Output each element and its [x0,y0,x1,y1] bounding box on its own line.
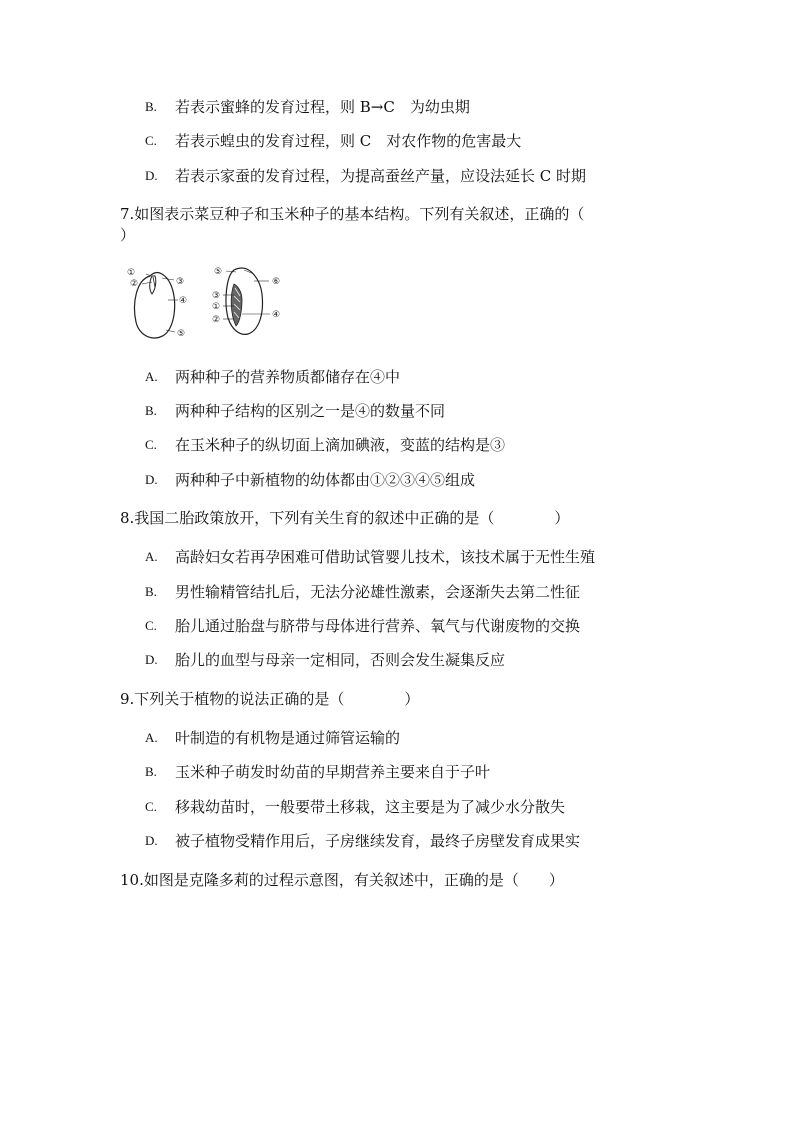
option-letter: A. [145,730,158,745]
question-text: 8.我国二胎政策放开，下列有关生育的叙述中正确的是（ ） [120,509,570,527]
corn-label-5: ⑤ [214,267,223,277]
q9-option-d [0,831,794,851]
option-text: 两种种子结构的区别之一是④的数量不同 [175,402,446,420]
question-text: 9.下列关于植物的说法正确的是（ ） [120,690,420,708]
option-text: 两种种子的营养物质都储存在④中 [175,368,401,386]
option-text: 若表示蜜蜂的发育过程，则 B→C 为幼虫期 [175,98,470,116]
corn-label-2: ② [212,315,221,325]
q8-option-d [0,650,794,670]
option-text: 胎儿通过胎盘与脐带与母体进行营养、氧气与代谢废物的交换 [175,617,581,635]
seed-structure-figure [122,262,292,350]
corn-label-6: ⑥ [272,277,281,287]
option-letter: B. [145,764,157,779]
q7-option-a [0,367,794,387]
option-letter: C. [145,799,157,814]
q8-stem [0,508,794,528]
option-text: 被子植物受精作用后，子房继续发育，最终子房壁发育成果实 [175,832,581,850]
question-text: 10.如图是克隆多莉的过程示意图，有关叙述中，正确的是（ ） [120,871,564,889]
option-letter: B. [145,99,157,114]
question-text: ） [120,226,136,244]
option-letter: B. [145,584,157,599]
option-letter: C. [145,133,157,148]
option-text: 移栽幼苗时，一般要带土移栽，这主要是为了减少水分散失 [175,798,566,816]
q7-stem-cont [0,225,794,245]
option-text: 高龄妇女若再孕困难可借助试管婴儿技术，该技术属于无性生殖 [175,548,596,566]
option-letter: A. [145,549,158,564]
option-d-row [0,166,794,186]
q10-stem [0,870,794,890]
option-text: 若表示家蚕的发育过程，为提高蚕丝产量，应设法延长 C 时期 [175,167,587,185]
q9-option-a [0,728,794,748]
option-letter: D. [145,472,158,487]
corn-label-3: ③ [212,291,221,301]
bean-label-4: ④ [179,296,188,306]
q8-option-c [0,616,794,636]
option-text: 叶制造的有机物是通过筛管运输的 [175,729,401,747]
q8-option-a [0,547,794,567]
option-letter: A. [145,369,158,384]
option-text: 玉米种子萌发时幼苗的早期营养主要来自于子叶 [175,763,491,781]
option-letter: D. [145,168,158,183]
bean-label-5: ⑤ [177,329,186,339]
option-text: 男性输精管结扎后，无法分泌雄性激素，会逐渐失去第二性征 [175,583,581,601]
corn-label-1: ① [212,302,221,312]
q7-option-c [0,435,794,455]
corn-seed [212,267,280,334]
option-text: 在玉米种子的纵切面上滴加碘液，变蓝的结构是③ [175,436,506,454]
q9-option-b [0,762,794,782]
question-text: 7.如图表示菜豆种子和玉米种子的基本结构。下列有关叙述，正确的（ [120,205,585,223]
bean-label-3: ③ [176,277,185,287]
seed-diagram [122,262,292,350]
q7-option-d [0,470,794,490]
option-text: 两种种子中新植物的幼体都由①②③④⑤组成 [175,471,476,489]
option-letter: C. [145,437,157,452]
q7-stem [0,204,794,224]
option-text: 胎儿的血型与母亲一定相同，否则会发生凝集反应 [175,651,506,669]
option-c-row [0,131,794,151]
q9-option-c [0,797,794,817]
option-letter: D. [145,652,158,667]
q9-stem [0,689,794,709]
bean-label-1: ① [127,268,136,278]
q7-option-b [0,401,794,421]
bean-label-2: ② [130,279,139,289]
option-letter: C. [145,618,157,633]
q8-option-b [0,582,794,602]
corn-label-4: ④ [272,310,281,320]
option-b-row [0,97,794,117]
option-letter: D. [145,833,158,848]
option-text: 若表示蝗虫的发育过程，则 C 对农作物的危害最大 [175,132,522,150]
option-letter: B. [145,403,157,418]
bean-seed [127,268,187,339]
